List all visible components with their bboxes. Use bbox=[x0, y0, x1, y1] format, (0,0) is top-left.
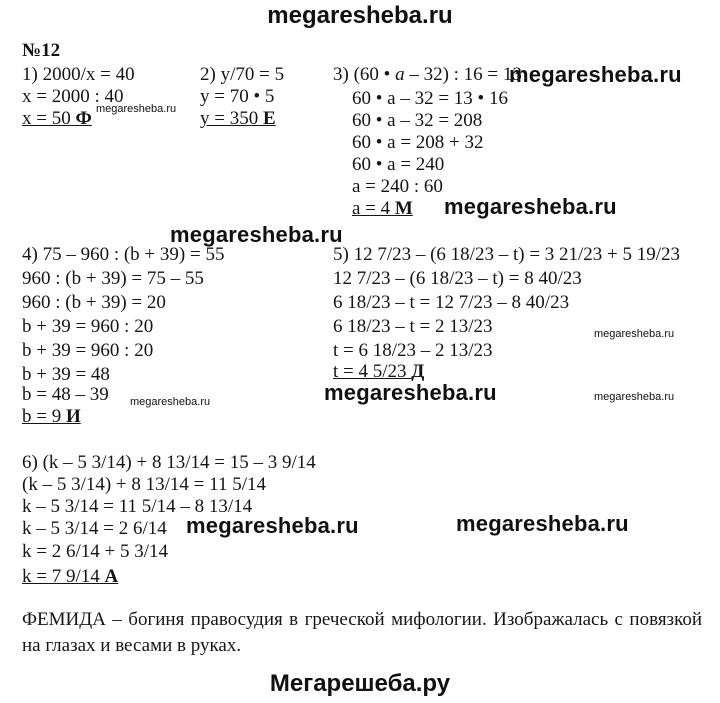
watermark-big: megaresheba.ru bbox=[509, 62, 682, 87]
task4-letter: И bbox=[65, 406, 81, 427]
task3-line-1 bbox=[333, 64, 522, 86]
mythology-note: ФЕМИДА – богиня правосудия в греческой мифологии. Изображалась с повязкой на глазах и весами в руках. bbox=[22, 609, 702, 656]
watermark-small: megaresheba.ru bbox=[130, 396, 211, 408]
task3-answer-text: a = 4 bbox=[352, 198, 391, 219]
task5-letter: Д bbox=[411, 361, 425, 382]
task6-letter: А bbox=[104, 566, 119, 587]
task4-line-5: b + 39 = 960 : 20 bbox=[22, 340, 154, 361]
task5-line-5: t = 6 18/23 – 2 13/23 bbox=[333, 340, 493, 361]
task2-answer bbox=[200, 108, 276, 130]
task4-answer-text: b = 9 bbox=[22, 406, 62, 427]
task2-line-1: 2) y/70 = 5 bbox=[200, 64, 285, 85]
task6-line-3: k – 5 3/14 = 11 5/14 – 8 13/14 bbox=[22, 496, 253, 517]
watermark-big: megaresheba.ru bbox=[186, 513, 359, 538]
task1-letter: Ф bbox=[75, 108, 92, 129]
task5-answer-text: t = 4 5/23 bbox=[333, 361, 407, 382]
task4-line-6: b + 39 = 48 bbox=[22, 364, 110, 385]
task6-answer-text: k = 7 9/14 bbox=[22, 566, 100, 587]
task4-answer bbox=[22, 406, 81, 428]
task4-line-1: 4) 75 – 960 : (b + 39) = 55 bbox=[22, 244, 225, 265]
site-header: megaresheba.ru bbox=[267, 2, 453, 29]
task1-answer bbox=[22, 108, 92, 130]
task6-line-2: (k – 5 3/14) + 8 13/14 = 11 5/14 bbox=[22, 474, 266, 495]
watermark-big: megaresheba.ru bbox=[444, 194, 617, 219]
task3-answer bbox=[352, 198, 413, 220]
problem-number: №12 bbox=[22, 40, 61, 61]
task3-line-5: 60 • a = 240 bbox=[352, 154, 445, 175]
task2-line-2: y = 70 • 5 bbox=[200, 86, 275, 107]
watermark-small: megaresheba.ru bbox=[96, 103, 177, 115]
task4-line-4: b + 39 = 960 : 20 bbox=[22, 316, 154, 337]
task5-line-1: 5) 12 7/23 – (6 18/23 – t) = 3 21/23 + 5 19/23 bbox=[333, 244, 681, 265]
task1-line-1: 1) 2000/x = 40 bbox=[22, 64, 135, 85]
task6-line-4: k – 5 3/14 = 2 6/14 bbox=[22, 518, 167, 539]
task3-line-1-end: – 32) : 16 = 13 bbox=[404, 64, 522, 85]
task3-letter: М bbox=[394, 198, 413, 219]
task5-line-2: 12 7/23 – (6 18/23 – t) = 8 40/23 bbox=[333, 268, 582, 289]
task3-line-6: a = 240 : 60 bbox=[352, 176, 443, 197]
watermark-big: megaresheba.ru bbox=[170, 222, 343, 247]
task2-letter: Е bbox=[262, 108, 276, 129]
task2-answer-text: y = 350 bbox=[200, 108, 259, 129]
task6-answer bbox=[22, 566, 118, 588]
task6-line-1: 6) (k – 5 3/14) + 8 13/14 = 15 – 3 9/14 bbox=[22, 452, 316, 473]
site-footer: Мегарешеба.ру bbox=[269, 670, 451, 697]
task3-line-4: 60 • a = 208 + 32 bbox=[352, 132, 484, 153]
task4-line-2: 960 : (b + 39) = 75 – 55 bbox=[22, 268, 204, 289]
task4-line-3: 960 : (b + 39) = 20 bbox=[22, 292, 166, 313]
watermark-big: megaresheba.ru bbox=[324, 380, 497, 405]
watermark-small: megaresheba.ru bbox=[594, 328, 675, 340]
task6-line-5: k = 2 6/14 + 5 3/14 bbox=[22, 541, 168, 562]
task3-line-1-start: 3) (60 • bbox=[333, 64, 396, 85]
task1-line-2: x = 2000 : 40 bbox=[22, 86, 124, 107]
task3-line-1-var: a bbox=[395, 64, 405, 85]
task3-line-3: 60 • a – 32 = 208 bbox=[352, 110, 483, 131]
task1-answer-text: x = 50 bbox=[22, 108, 71, 129]
task4-line-7: b = 48 – 39 bbox=[22, 384, 109, 405]
watermark-small: megaresheba.ru bbox=[594, 391, 675, 403]
watermark-big: megaresheba.ru bbox=[456, 511, 629, 536]
task3-line-2: 60 • a – 32 = 13 • 16 bbox=[352, 88, 508, 109]
task5-line-3: 6 18/23 – t = 12 7/23 – 8 40/23 bbox=[333, 292, 570, 313]
task5-line-4: 6 18/23 – t = 2 13/23 bbox=[333, 316, 493, 337]
